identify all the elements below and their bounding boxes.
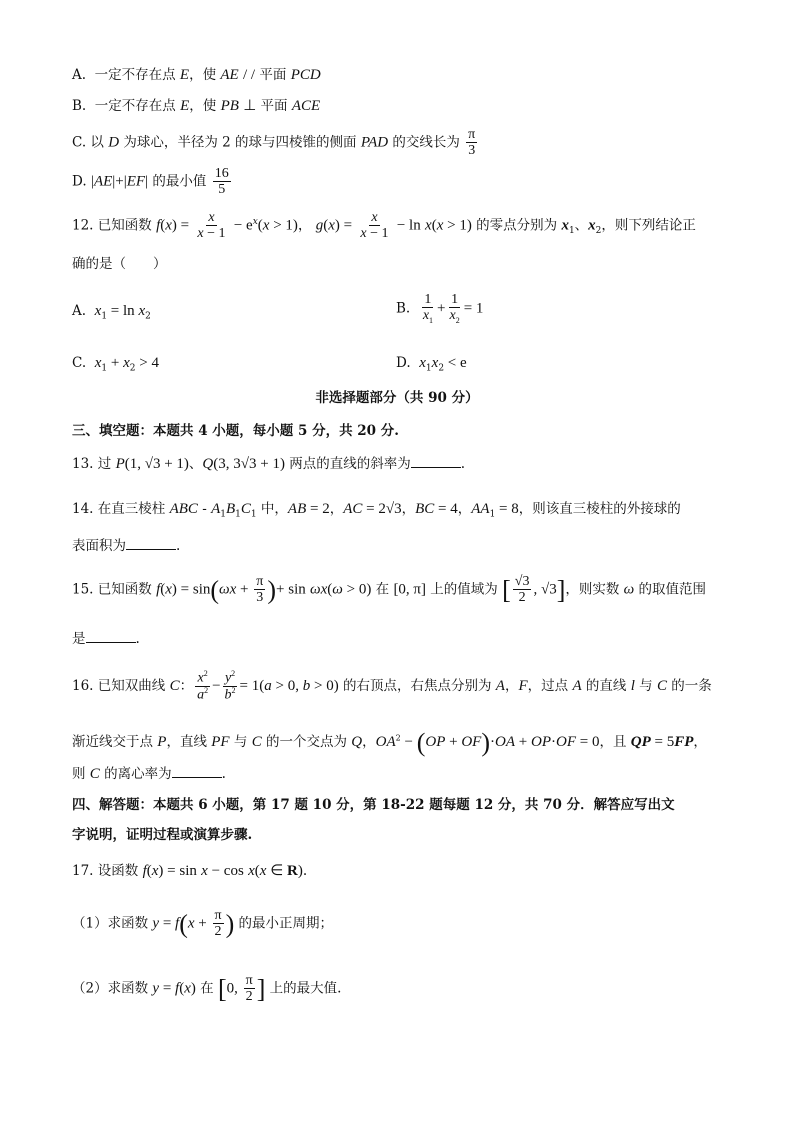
q15: 15. 已知函数 f(x) = sin(ωx + $\frac{\pi}{3}$ )+ sin ωx(ω > 0) 在 [0, π] 上的值域为 [ $\frac{√3}{2}$ , √3]，则实数 ω 的取值范围 (72, 574, 707, 606)
q11-option-b: B. 一定不存在点 E，使 PB ⊥ 平面 ACE (72, 98, 321, 114)
q11-option-a: A. 一定不存在点 E，使 AE / / 平面 PCD (72, 67, 321, 83)
q12-option-a: A. $x_1 = \ln x_2$ (72, 303, 151, 322)
q14-cont: 表面积为 . (72, 538, 181, 554)
q12-option-d: D. $x_1x_2 < e$ (396, 355, 467, 374)
q11-option-d: D. |AE|+|EF| 的最小值 $\frac{16}{5}$ (72, 166, 229, 198)
q12-stem: 12. 已知函数 f(x) = $\frac{x}{x - 1}$ − $e^x(x > 1)$， g(x) = $\frac{x}{x - 1}$ − ln x(x > 1) 的零点分别为 $x_1$、$x_2$，则下列结论正 (72, 210, 696, 242)
q11-option-c: C. 以 D 为球心，半径为 2 的球与四棱锥的侧面 PAD 的交线长为 $\frac{\pi}{3}$ (72, 127, 476, 159)
q12-stem-cont: 确的是（ ） (72, 256, 167, 272)
q17-part1: （1）求函数 y = f(x + $\frac{\pi}{2}$ ) 的最小正周期； (72, 908, 334, 940)
section4-title: 四、解答题：本题共 6 小题，第 17 题 10 分，第 18-22 题每题 12 分，共 70 分．解答应写出文 (72, 797, 675, 813)
section4-title-cont: 字说明，证明过程或演算步骤. (72, 827, 253, 843)
part-title: 非选择题部分（共 90 分） (315, 390, 479, 406)
section3-title: 三、填空题：本题共 4 小题，每小题 5 分，共 20 分. (72, 423, 399, 439)
q12-option-c: C. $x_1 + x_2 > 4$ (72, 355, 159, 374)
q16-cont: 渐近线交于点 P，直线 PF 与 C 的一个交点为 Q，$OA^2 - (OP + OF)\cdot OA + OP\cdot OF = 0$，且 QP = 5FP， (72, 728, 707, 757)
q16: 16. 已知双曲线 C： $\frac{x^2}{a^2}$ − $\frac{y^2}{b^2}$ = 1(a > 0, b > 0) 的右顶点，右焦点分别为 A，F，过点 A 的直线 l 与 C 的一条 (72, 669, 712, 703)
q17-part2: （2）求函数 y = f(x) 在 [0, $\frac{\pi}{2}$ ] 上的最大值. (72, 973, 342, 1005)
q13: 13. 过 P(1, √3 + 1)、Q(3, 3√3 + 1) 两点的直线的斜率为 . (72, 456, 466, 472)
q14: 14. 在直三棱柱 ABC - $A_1B_1C_1$ 中，AB = 2，AC = 2√3，BC = 4，$AA_1 = 8$，则该直三棱柱的外接球的 (72, 501, 681, 520)
q16-cont2: 则 C 的离心率为 . (72, 766, 226, 782)
q15-cont: 是 . (72, 631, 140, 647)
q17: 17. 设函数 f(x) = sin x − cos x(x ∈ R). (72, 863, 308, 879)
q12-option-b: B. $\frac{1}{x_1}$ + $\frac{1}{x_2}$ = 1 (396, 292, 484, 326)
